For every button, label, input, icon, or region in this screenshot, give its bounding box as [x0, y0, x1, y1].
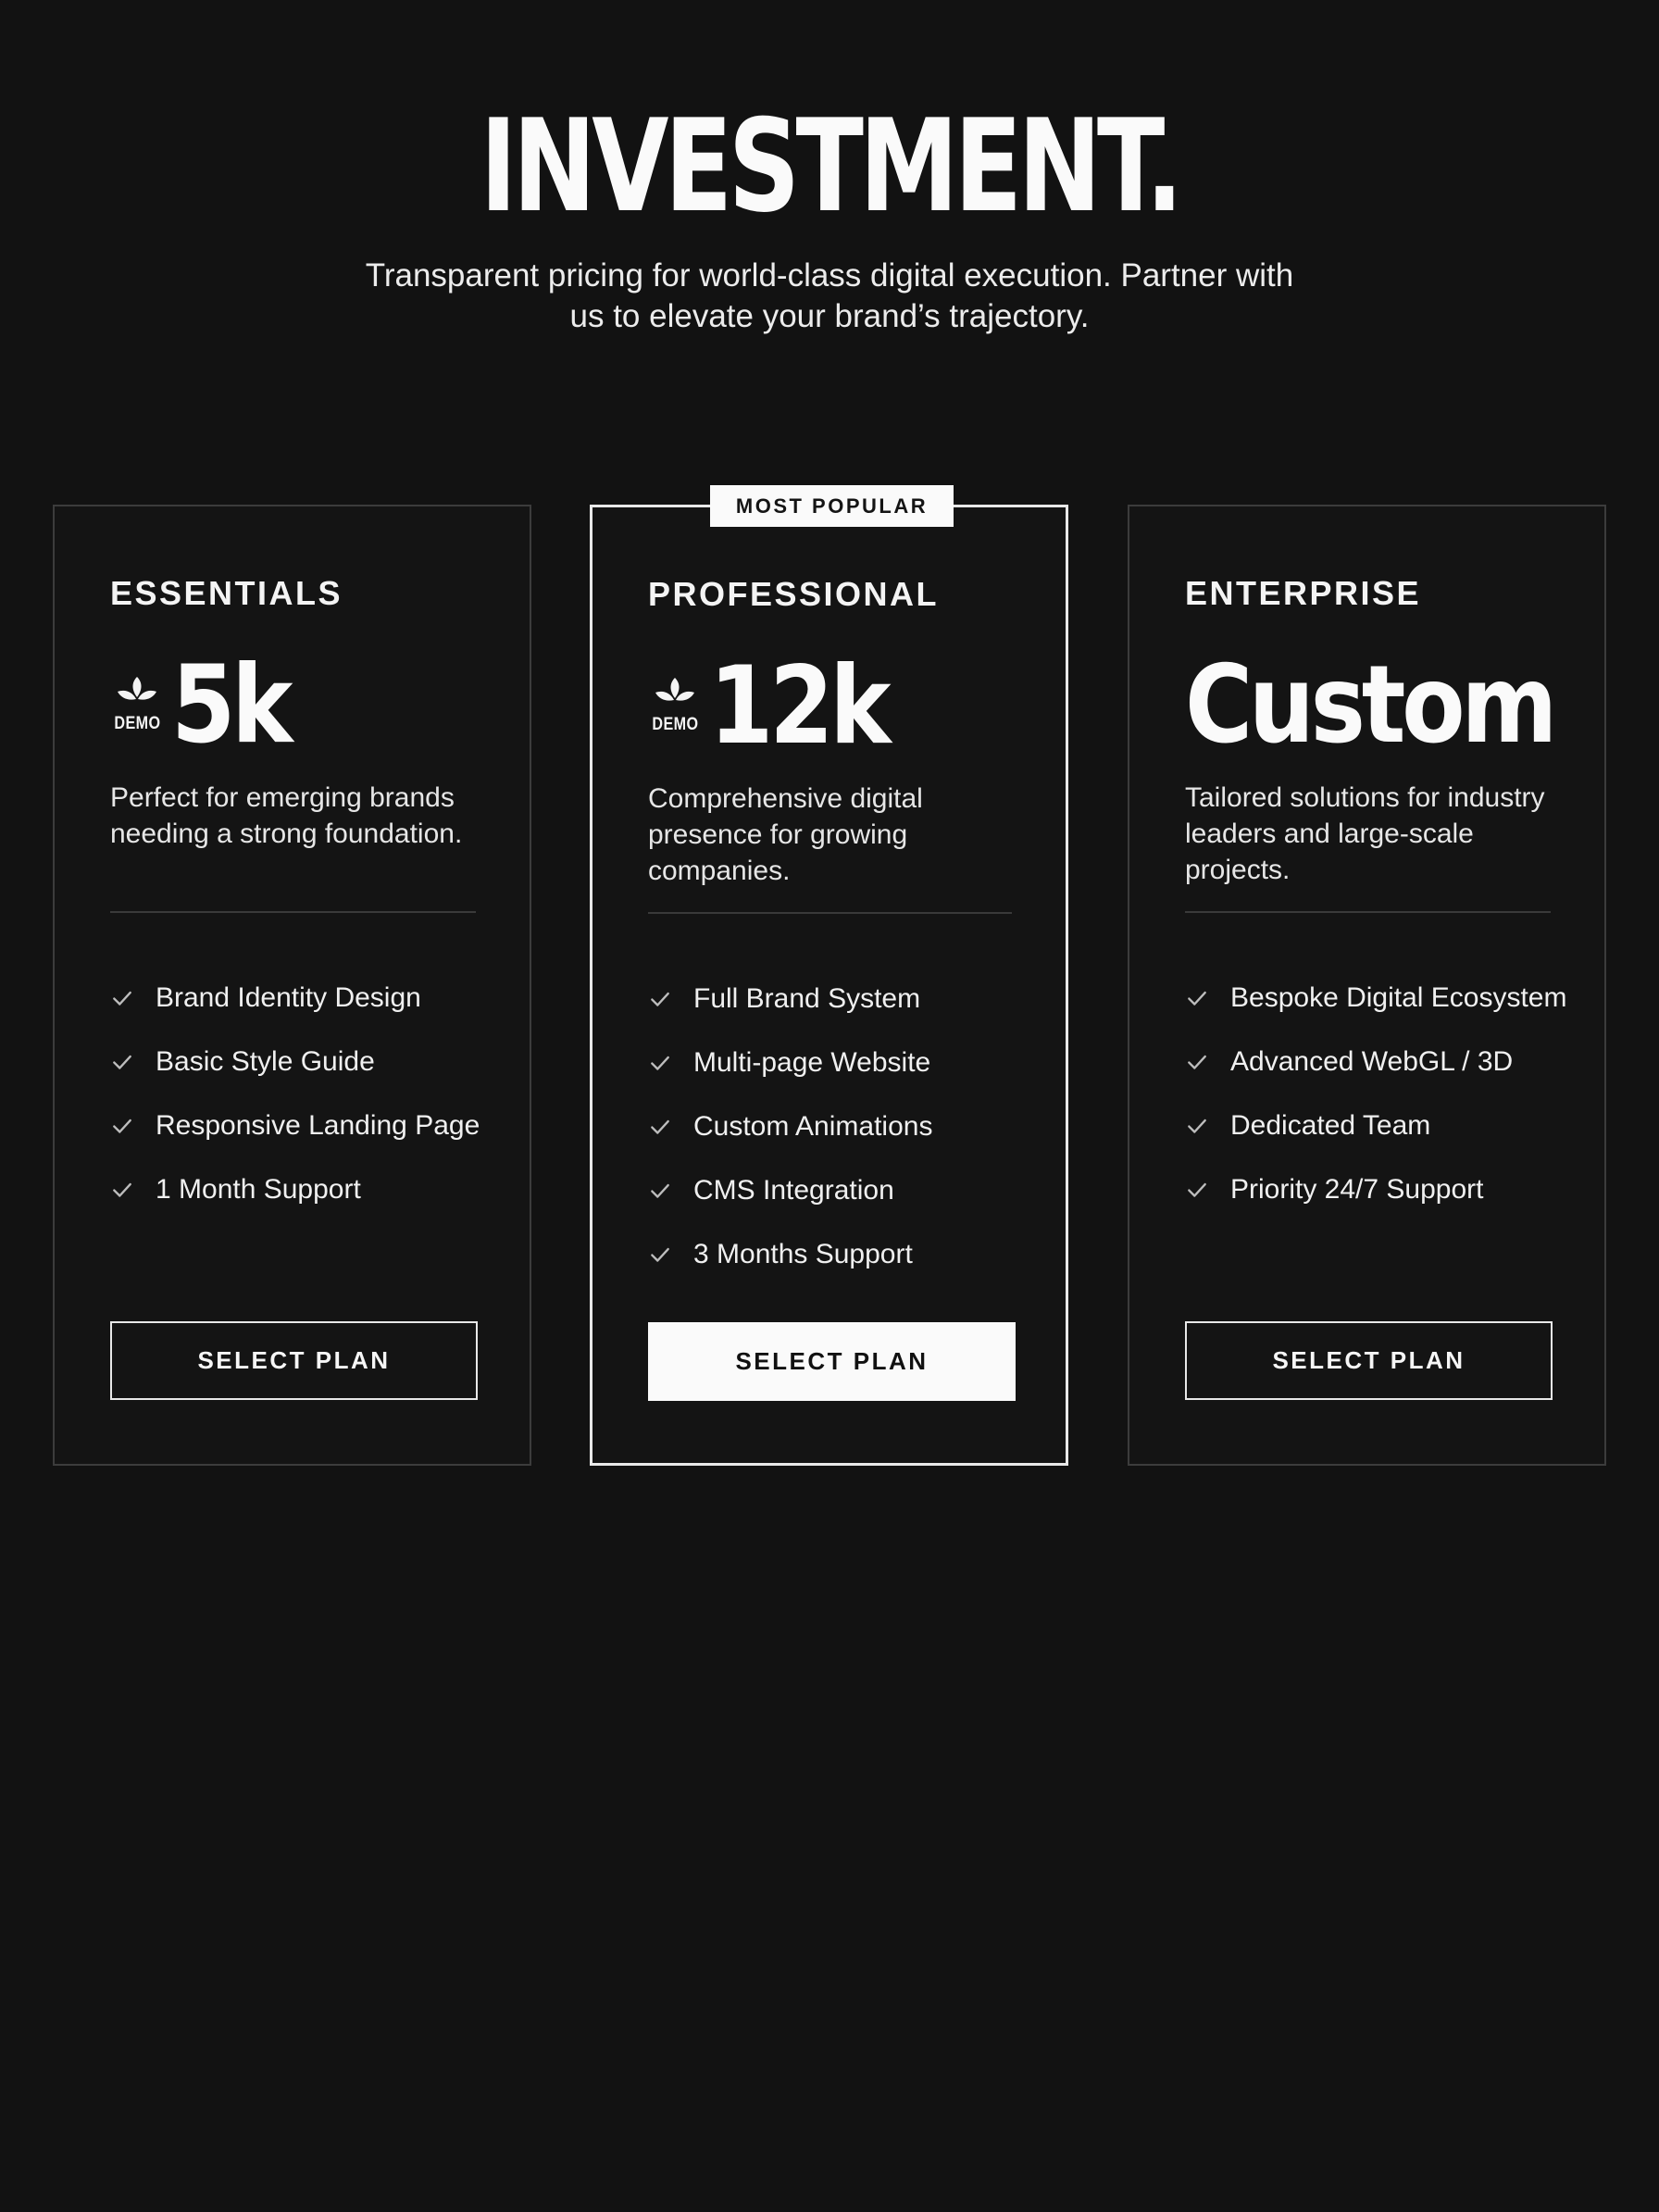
feature-label: Priority 24/7 Support	[1230, 1173, 1484, 1205]
feature-item	[1185, 1030, 1611, 1094]
plan-description: Comprehensive digital presence for growing companies.	[648, 783, 923, 886]
feature-item	[110, 1094, 536, 1157]
plan-description: Perfect for emerging brands needing a strong foundation.	[110, 782, 463, 849]
feature-label: Bespoke Digital Ecosystem	[1230, 981, 1567, 1013]
most-popular-badge: MOST POPULAR	[710, 485, 954, 527]
select-plan-button-professional[interactable]: SELECT PLAN	[648, 1322, 1016, 1401]
check-icon	[1185, 1178, 1209, 1202]
pricing-card-enterprise	[1128, 505, 1606, 1466]
check-icon	[1185, 986, 1209, 1010]
feature-item	[110, 966, 536, 1030]
feature-item	[1185, 1157, 1611, 1221]
demo-logo-icon	[110, 673, 164, 738]
pricing-card-professional	[590, 494, 1068, 1466]
check-icon	[648, 987, 672, 1011]
currency-mark: DEMO	[114, 714, 161, 733]
price-row	[110, 643, 308, 768]
divider	[110, 911, 476, 913]
feature-label: Dedicated Team	[1230, 1109, 1431, 1141]
plan-description: Tailored solutions for industry leaders and large-scale projects.	[1185, 782, 1545, 885]
check-icon	[110, 1050, 134, 1074]
feature-item	[110, 1157, 536, 1221]
check-icon	[110, 1114, 134, 1138]
plan-price: 12k	[709, 644, 888, 769]
feature-label: Full Brand System	[693, 982, 921, 1014]
feature-list	[110, 966, 536, 1221]
feature-item	[648, 1031, 1074, 1094]
select-plan-button-enterprise[interactable]: SELECT PLAN	[1185, 1321, 1553, 1400]
divider	[648, 912, 1012, 914]
feature-label: Advanced WebGL / 3D	[1230, 1045, 1514, 1077]
feature-label: Brand Identity Design	[156, 981, 421, 1013]
price-row	[1185, 643, 1614, 768]
feature-label: Responsive Landing Page	[156, 1109, 480, 1141]
page-subtitle: Transparent pricing for world-class digital execution. Partner with us to elevate your brand’s trajectory.	[365, 257, 1294, 334]
feature-label: 3 Months Support	[693, 1238, 913, 1269]
check-icon	[648, 1179, 672, 1203]
divider	[1185, 911, 1551, 913]
feature-item	[1185, 966, 1611, 1030]
feature-label: CMS Integration	[693, 1174, 894, 1206]
plan-price: Custom	[1185, 643, 1553, 768]
pricing-card-essentials	[53, 505, 531, 1466]
feature-item	[648, 1094, 1074, 1158]
plan-name: ENTERPRISE	[1185, 574, 1422, 612]
plan-price: 5k	[171, 643, 290, 768]
feature-item	[648, 1222, 1074, 1286]
feature-label: 1 Month Support	[156, 1173, 361, 1205]
feature-label: Custom Animations	[693, 1110, 933, 1142]
feature-item	[110, 1030, 536, 1094]
check-icon	[648, 1051, 672, 1075]
demo-logo-icon	[648, 674, 702, 739]
check-icon	[110, 1178, 134, 1202]
page-title: INVESTMENT.	[480, 92, 1179, 241]
check-icon	[1185, 1114, 1209, 1138]
feature-label: Basic Style Guide	[156, 1045, 375, 1077]
check-icon	[110, 986, 134, 1010]
currency-mark: DEMO	[652, 715, 699, 734]
feature-label: Multi-page Website	[693, 1046, 931, 1078]
feature-list	[1185, 966, 1611, 1221]
feature-item	[648, 1158, 1074, 1222]
feature-item	[648, 967, 1074, 1031]
check-icon	[1185, 1050, 1209, 1074]
check-icon	[648, 1115, 672, 1139]
check-icon	[648, 1243, 672, 1267]
feature-item	[1185, 1094, 1611, 1157]
plan-name: ESSENTIALS	[110, 574, 343, 612]
price-row	[648, 644, 917, 769]
select-plan-button-essentials[interactable]: SELECT PLAN	[110, 1321, 478, 1400]
plan-name: PROFESSIONAL	[648, 575, 940, 613]
feature-list	[648, 967, 1074, 1286]
